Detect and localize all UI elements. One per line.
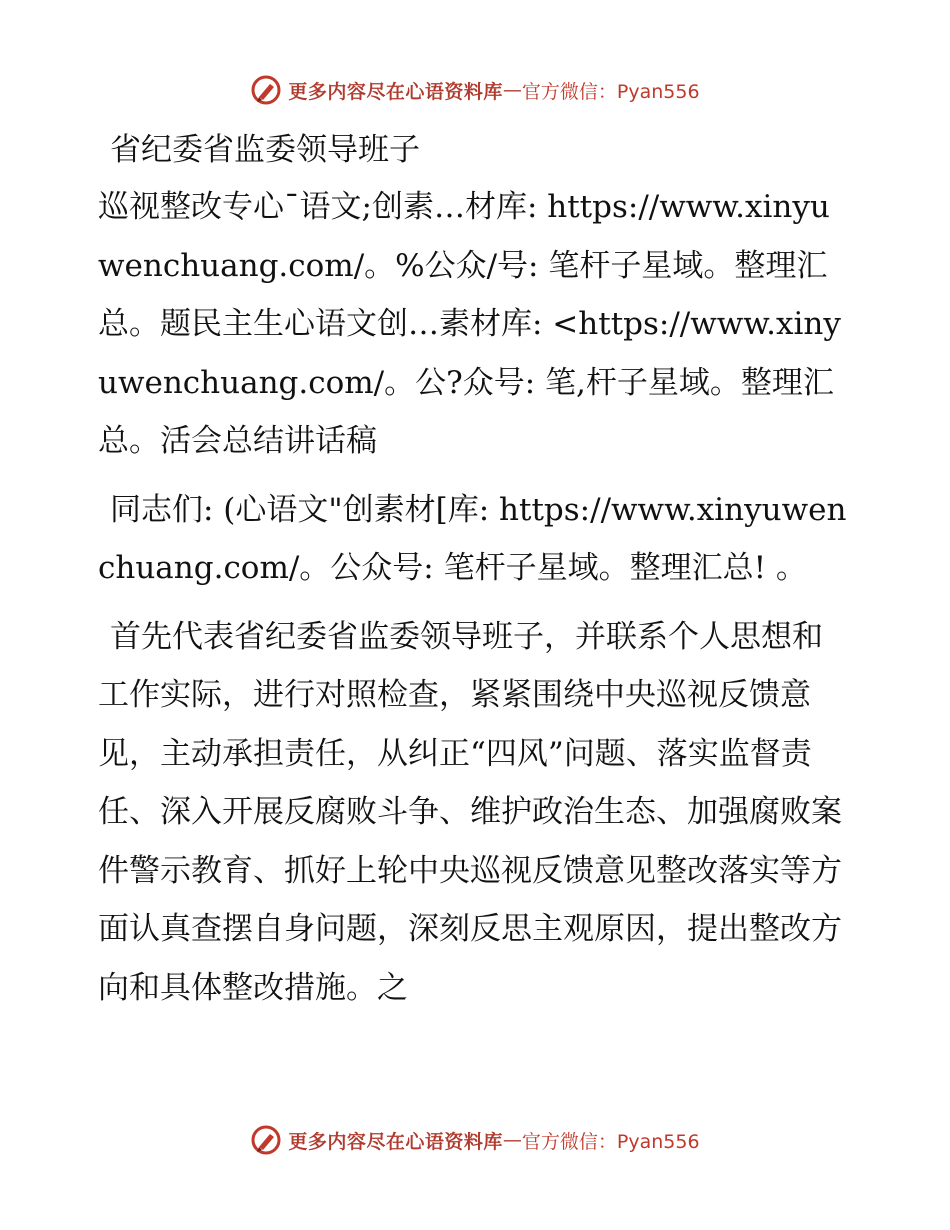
paragraph-3: 首先代表省纪委省监委领导班子，并联系个人思想和工作实际，进行对照检查，紧紧围绕中央巡视反馈意见，主动承担责任，从纠正“四风”问题、落实监督责任、深入开展反腐败斗争、维护政治生态、加强腐败案件警示教育、抓好上轮中央巡视反馈意见整改落实等方面认真查摆自身问题，深刻反思主观原因，提出整改方向和具体整改措施。之 bbox=[98, 618, 842, 1006]
banner-handle: 官方微信：Pyan556 bbox=[521, 1130, 700, 1153]
paragraph-1: 巡视整改专心¯语文;创素…材库: https://www.xinyuwenchuang.com/。%公众/号: 笔杆子星域。整理汇总。题民主生心语文创…素材库: <https://www.xinyuwenchuang.com/。公?众号: 笔,杆子星域。整理汇总。活会总结讲话稿 bbox=[98, 189, 841, 459]
banner-separator: — bbox=[502, 79, 522, 101]
paragraph-2: 同志们: (心语文"创素材[库: https://www.xinyuwenchuang.com/。公众号: 笔杆子星域。整理汇总! 。 bbox=[98, 491, 847, 586]
banner-text: 更多内容尽在心语资料库 bbox=[288, 1130, 503, 1153]
document-title: 省纪委省监委领导班子 bbox=[110, 132, 420, 168]
banner-separator: — bbox=[502, 1129, 522, 1151]
pen-logo-icon bbox=[250, 1124, 282, 1156]
header-banner bbox=[0, 70, 950, 110]
banner-text: 更多内容尽在心语资料库 bbox=[288, 80, 503, 103]
banner-handle: 官方微信：Pyan556 bbox=[521, 80, 700, 103]
footer-banner bbox=[0, 1120, 950, 1160]
document-body bbox=[98, 122, 850, 1027]
pen-logo-icon bbox=[250, 74, 282, 106]
